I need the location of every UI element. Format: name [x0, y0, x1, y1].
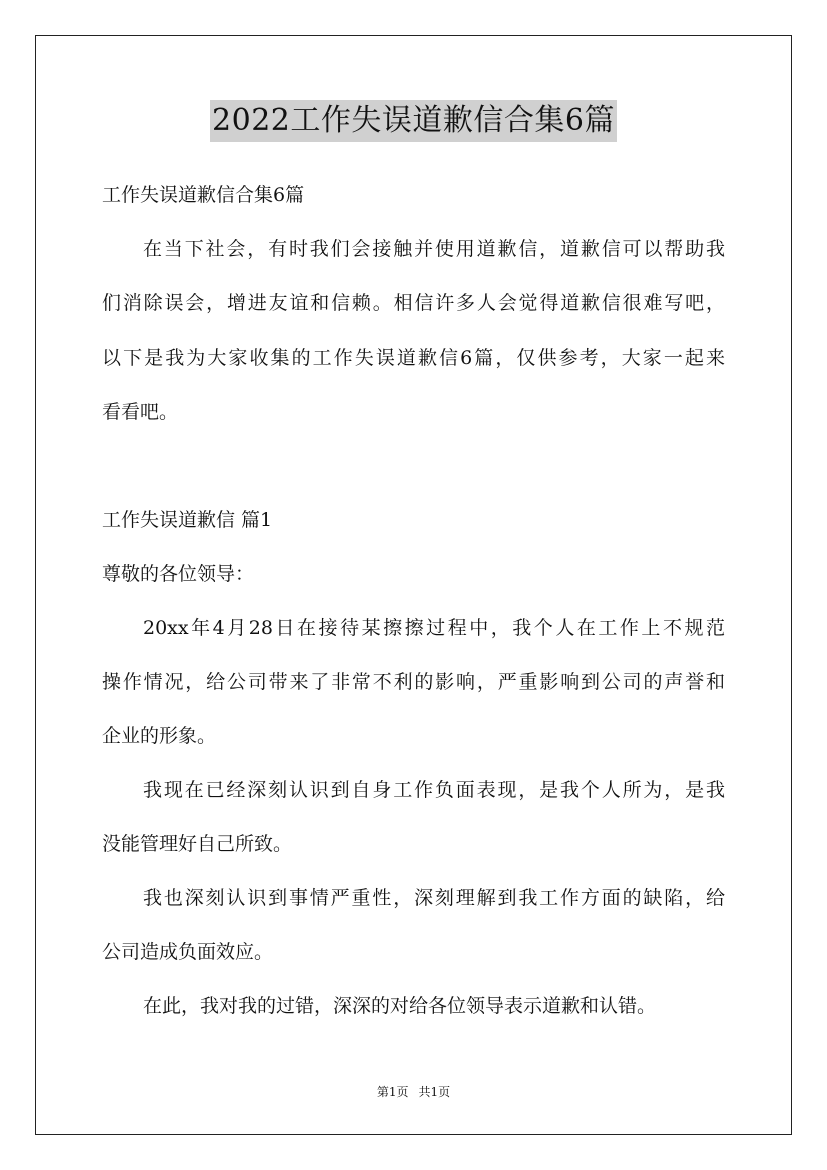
intro-line-1: 在当下社会，有时我们会接触并使用道歉信，道歉信可以帮助我 — [143, 238, 725, 260]
paragraph4-line-1: 在此，我对我的过错，深深的对给各位领导表示道歉和认错。 — [143, 995, 657, 1017]
paragraph3-line-2: 公司造成负面效应。 — [102, 941, 274, 963]
section-heading: 工作失误道歉信 篇1 — [102, 509, 273, 531]
intro-line-4: 看看吧。 — [102, 401, 179, 423]
document-title: 2022工作失误道歉信合集6篇 — [210, 100, 617, 142]
paragraph3-line-1: 我也深刻认识到事情严重性，深刻理解到我工作方面的缺陷，给 — [143, 887, 725, 909]
title-container — [0, 100, 827, 142]
paragraph1-line-3: 企业的形象。 — [102, 725, 217, 747]
page-footer — [0, 1084, 827, 1100]
paragraph1-line-2: 操作情况，给公司带来了非常不利的影响，严重影响到公司的声誉和 — [102, 671, 725, 693]
page-number: 第1页 — [376, 1085, 409, 1099]
intro-line-2: 们消除误会，增进友谊和信赖。相信许多人会觉得道歉信很难写吧， — [102, 292, 725, 314]
document-subtitle: 工作失误道歉信合集6篇 — [102, 184, 305, 206]
paragraph2-line-2: 没能管理好自己所致。 — [102, 833, 293, 855]
paragraph2-line-1: 我现在已经深刻认识到自身工作负面表现，是我个人所为，是我 — [143, 779, 725, 801]
salutation: 尊敬的各位领导： — [102, 563, 255, 585]
intro-line-3: 以下是我为大家收集的工作失误道歉信6篇，仅供参考，大家一起来 — [102, 347, 725, 369]
paragraph1-line-1: 20xx年4月28日在接待某擦擦过程中，我个人在工作上不规范 — [143, 617, 725, 639]
page-total: 共1页 — [418, 1085, 451, 1099]
